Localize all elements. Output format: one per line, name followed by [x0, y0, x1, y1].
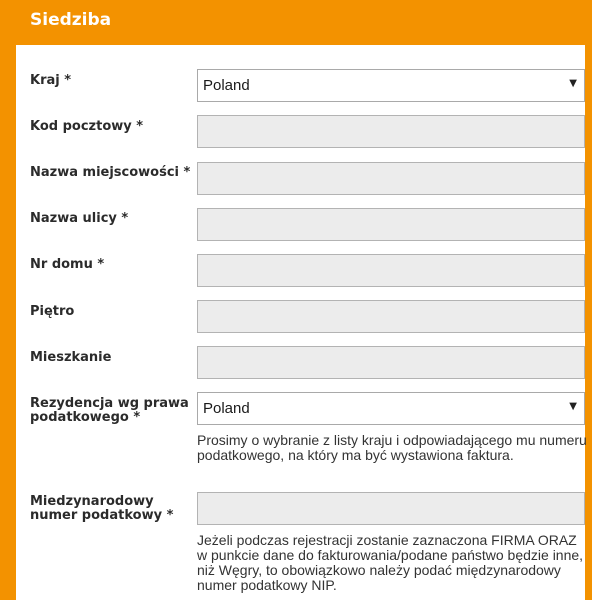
country-select[interactable]: [197, 69, 585, 102]
tax-residency-select[interactable]: [197, 392, 585, 425]
tax-residency-hint: Prosimy o wybranie z listy kraju i odpowiadającego mu numeru podatkowego, na który ma być wystawiona faktura.: [197, 432, 587, 463]
country-label: Kraj *: [30, 73, 72, 88]
country-select-value: Poland: [203, 77, 250, 94]
city-label: Nazwa miejscowości *: [30, 165, 191, 180]
section-title: Siedziba: [30, 10, 112, 30]
floor-label: Piętro: [30, 304, 75, 319]
street-label: Nazwa ulicy *: [30, 211, 129, 226]
apartment-label: Mieszkanie: [30, 350, 112, 365]
floor-input[interactable]: [197, 300, 585, 333]
section-header: [0, 0, 592, 45]
tax-residency-label: Rezydencja wg prawa podatkowego *: [30, 396, 189, 425]
chevron-down-icon: ▼: [569, 78, 577, 89]
intl-tax-number-hint: Jeżeli podczas rejestracji zostanie zaznaczona FIRMA ORAZ w punkcie dane do fakturowania/podane państwo będzie inne, niż Węgry, to obowiązkowo należy podać międzynarodowy numer podatkowy NIP.: [197, 532, 584, 593]
intl-tax-number-input[interactable]: [197, 492, 585, 525]
chevron-down-icon: ▼: [569, 401, 577, 412]
postal-code-input[interactable]: [197, 115, 585, 148]
house-number-input[interactable]: [197, 254, 585, 287]
street-input[interactable]: [197, 208, 585, 241]
house-number-label: Nr domu *: [30, 257, 105, 272]
tax-residency-select-value: Poland: [203, 400, 250, 417]
apartment-input[interactable]: [197, 346, 585, 379]
postal-code-label: Kod pocztowy *: [30, 119, 144, 134]
city-input[interactable]: [197, 162, 585, 195]
intl-tax-number-label: Miedzynarodowy numer podatkowy *: [30, 494, 174, 523]
